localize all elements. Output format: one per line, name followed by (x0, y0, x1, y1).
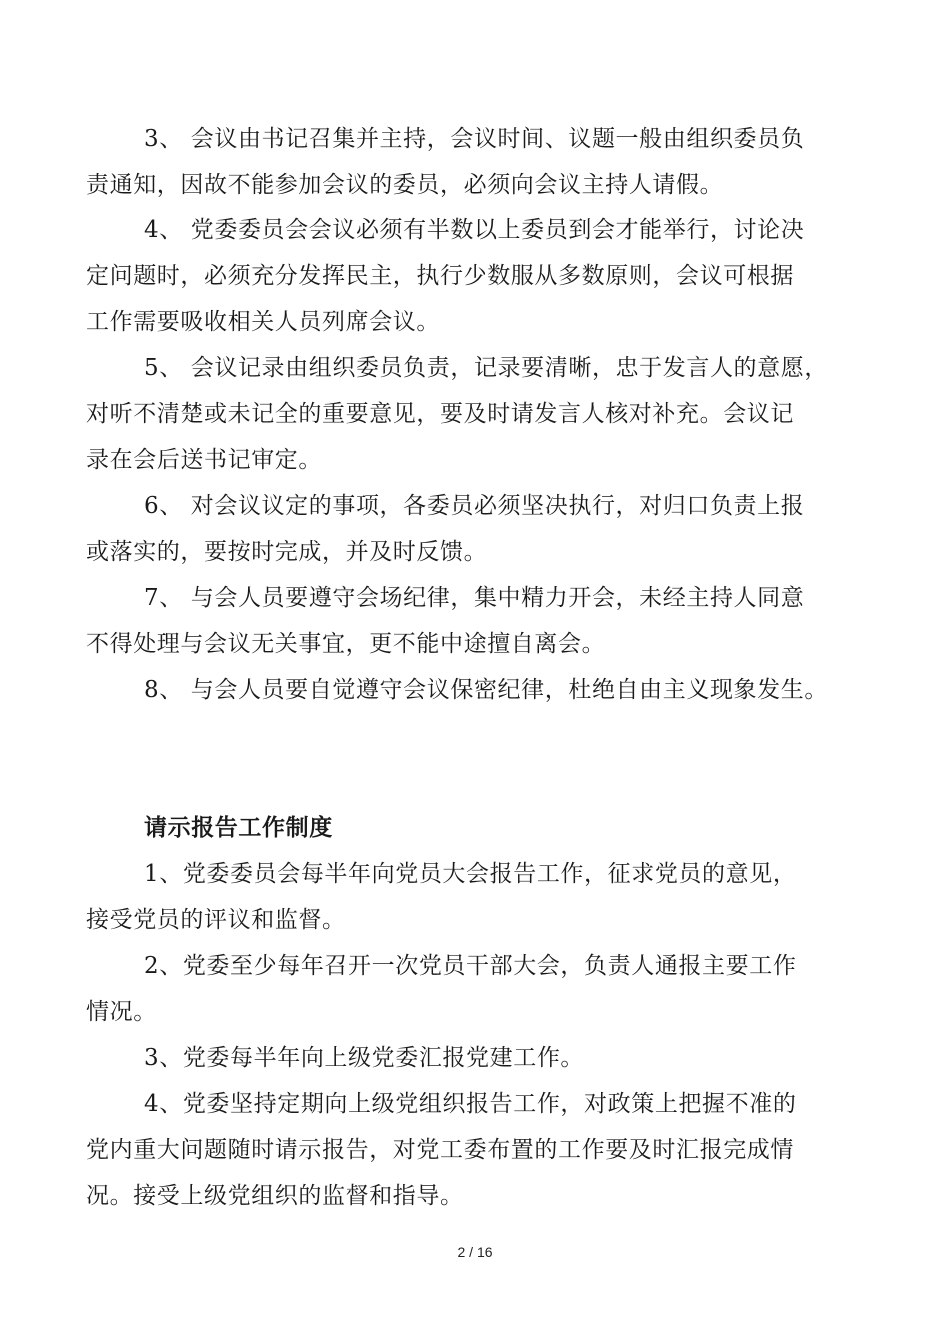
report-item-2 (86, 943, 886, 1035)
text-line: 4、党委坚持定期向上级党组织报告工作，对政策上把握不准的 (144, 1091, 797, 1117)
text-line: 录在会后送书记审定。 (86, 447, 322, 473)
rule-item-5 (86, 345, 886, 483)
text-line: 6、 对会议议定的事项，各委员必须坚决执行，对归口负责上报 (144, 493, 805, 519)
text-line: 8、 与会人员要自觉遵守会议保密纪律，杜绝自由主义现象发生。 (144, 677, 828, 703)
rule-item-3 (86, 116, 886, 208)
text-line: 党内重大问题随时请示报告，对党工委布置的工作要及时汇报完成情 (86, 1137, 794, 1163)
text-line: 4、 党委委员会会议必须有半数以上委员到会才能举行，讨论决 (144, 217, 805, 243)
text-line: 对听不清楚或未记全的重要意见，要及时请发言人核对补充。会议记 (86, 401, 794, 427)
report-item-4 (86, 1081, 886, 1219)
rule-item-7 (86, 575, 886, 667)
text-line: 责通知，因故不能参加会议的委员，必须向会议主持人请假。 (86, 172, 724, 198)
report-item-1 (86, 851, 886, 943)
text-line: 1、党委委员会每半年向党员大会报告工作，征求党员的意见， (144, 861, 797, 887)
text-line: 7、 与会人员要遵守会场纪律，集中精力开会，未经主持人同意 (144, 585, 805, 611)
section-title: 请示报告工作制度 (144, 814, 333, 841)
rule-item-8 (86, 667, 886, 713)
text-line: 2、党委至少每年召开一次党员干部大会，负责人通报主要工作 (144, 953, 797, 979)
text-line: 况。接受上级党组织的监督和指导。 (86, 1183, 464, 1209)
text-line: 3、党委每半年向上级党委汇报党建工作。 (144, 1045, 585, 1071)
text-line: 3、 会议由书记召集并主持，会议时间、议题一般由组织委员负 (144, 126, 805, 152)
text-line: 工作需要吸收相关人员列席会议。 (86, 309, 440, 335)
rule-item-6 (86, 483, 886, 575)
rule-item-4 (86, 207, 886, 345)
text-line: 5、 会议记录由组织委员负责，记录要清晰，忠于发言人的意愿， (144, 355, 828, 381)
text-line: 或落实的，要按时完成，并及时反馈。 (86, 539, 488, 565)
text-line: 不得处理与会议无关事宜，更不能中途擅自离会。 (86, 631, 606, 657)
report-item-3 (86, 1035, 886, 1081)
text-line: 定问题时，必须充分发挥民主，执行少数服从多数原则，会议可根据 (86, 263, 794, 289)
page-number: 2 / 16 (457, 1244, 493, 1260)
text-line: 情况。 (86, 999, 157, 1025)
text-line: 接受党员的评议和监督。 (86, 907, 346, 933)
